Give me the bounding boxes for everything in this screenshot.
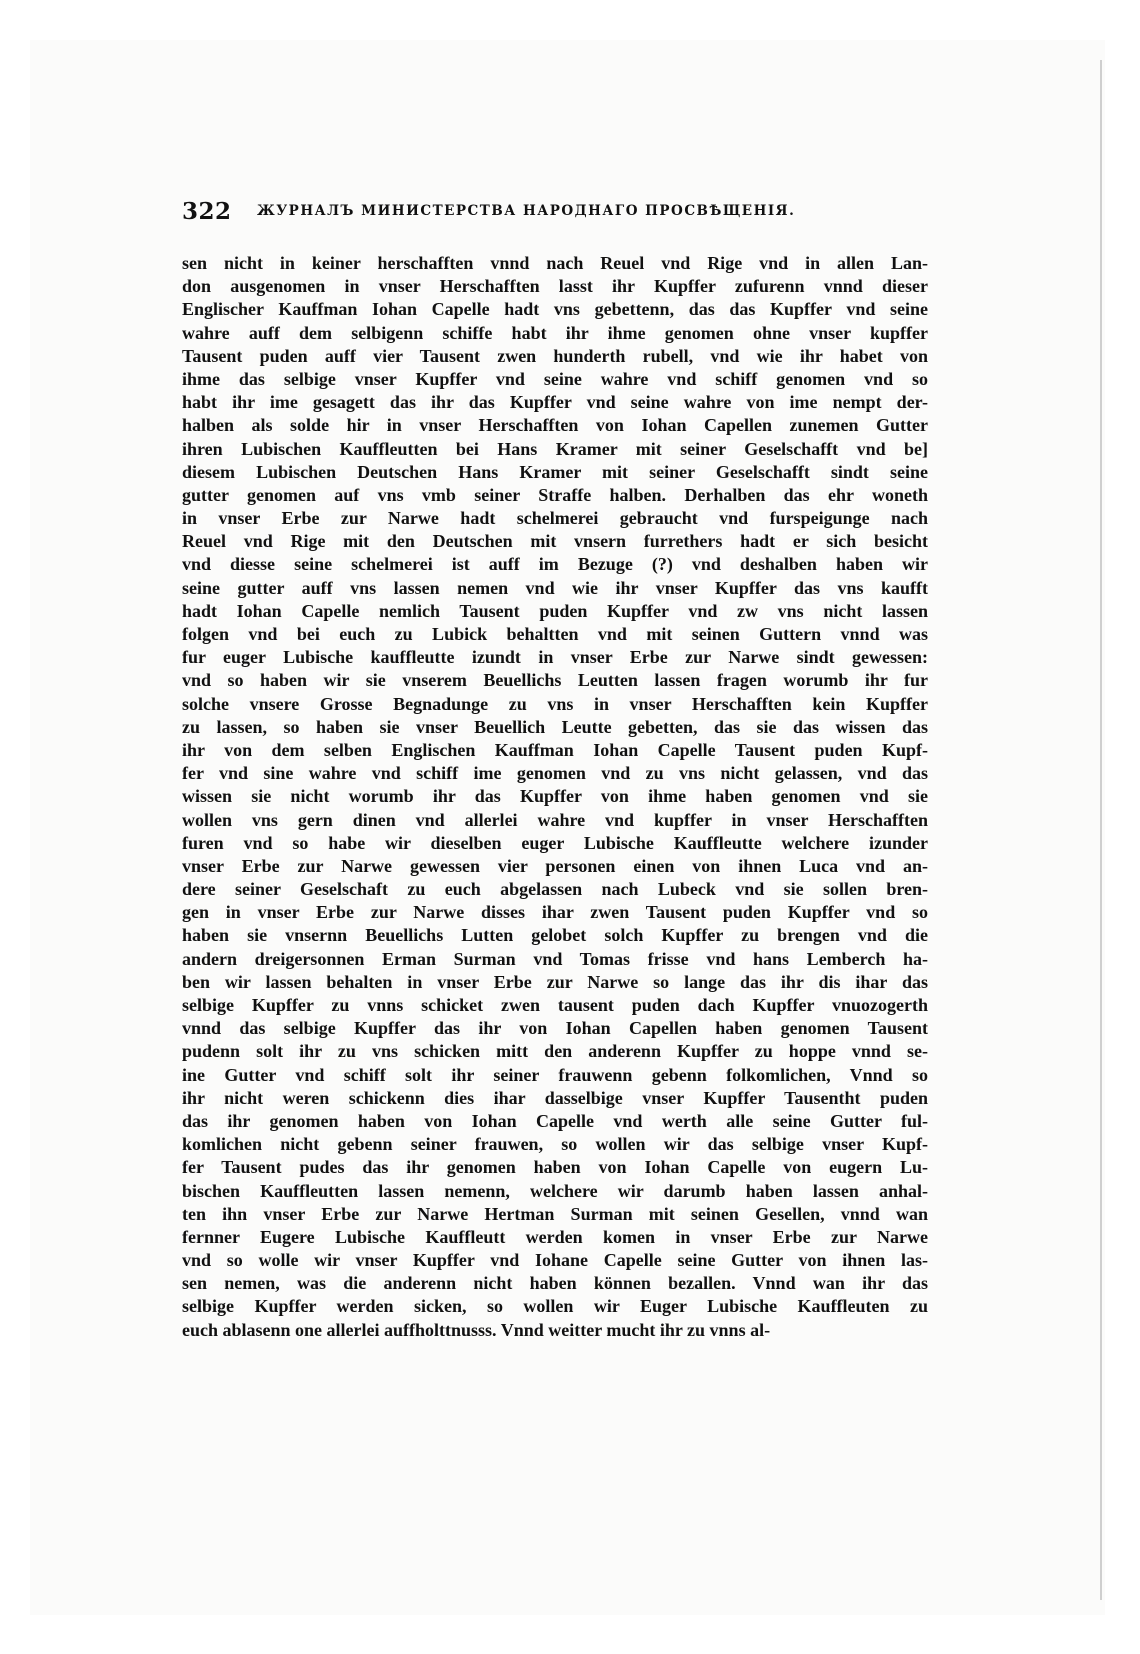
text-line: andern dreigersonnen Erman Surman vnd Tomas frisse vnd hans Lemberch ha- bbox=[182, 948, 928, 969]
text-line: ihr von dem selben Englischen Kauffman Iohan Capelle Tausent puden Kupf- bbox=[182, 739, 928, 760]
text-line: fur euger Lubische kauffleutte izundt in vnser Erbe zur Narwe sindt gewessen: bbox=[182, 647, 928, 668]
text-line: ihren Lubischen Kauffleutten bei Hans Kramer mit seiner Geselschafft vnd be] bbox=[182, 438, 928, 459]
text-line: in vnser Erbe zur Narwe hadt schelmerei gebraucht vnd furspeigunge nach bbox=[182, 508, 928, 529]
text-line: folgen vnd bei euch zu Lubick behaltten vnd mit seinen Guttern vnnd was bbox=[182, 624, 928, 644]
text-line: wahre auff dem selbigenn schiffe habt ihr ihme genomen ohne vnser kupffer bbox=[182, 322, 928, 343]
text-line: ihr nicht weren schickenn dies ihar dasselbige vnser Kupffer Tausentht puden bbox=[182, 1087, 928, 1108]
text-line: vnser Erbe zur Narwe gewessen vier personen einen von ihnen Luca vnd an- bbox=[182, 855, 928, 876]
text-line: diesem Lubischen Deutschen Hans Kramer mit seiner Geselschafft sindt seine bbox=[182, 461, 928, 482]
text-line: Englischer Kauffman Iohan Capelle hadt vns gebettenn, das das Kupffer vnd seine bbox=[182, 299, 928, 320]
text-line: sen nicht in keiner herschafften vnnd nach Reuel vnd Rige vnd in allen Lan- bbox=[182, 253, 928, 273]
text-line: furen vnd so habe wir dieselben euger Lubische Kauffleutte welchere izunder bbox=[182, 832, 928, 853]
text-line: solche vnsere Grosse Begnadunge zu vns in vnser Herschafften kein Kupffer bbox=[182, 693, 928, 714]
body-text bbox=[182, 252, 928, 1342]
text-line: gutter genomen auf vns vmb seiner Straffe halben. Derhalben das ehr woneth bbox=[182, 484, 928, 505]
text-line: haben sie vnsernn Beuellichs Lutten gelobet solch Kupffer zu brengen vnd die bbox=[182, 925, 928, 946]
text-line: seine gutter auff vns lassen nemen vnd wie ihr vnser Kupffer das vns kaufft bbox=[182, 577, 928, 598]
text-line: euch ablasenn one allerlei auffholttnusss. Vnnd weitter mucht ihr zu vnns al- bbox=[182, 1319, 771, 1340]
text-line: wissen sie nicht worumb ihr das Kupffer von ihme haben genomen vnd sie bbox=[182, 786, 928, 807]
text-line: selbige Kupffer werden sicken, so wollen wir Euger Lubische Kauffleuten zu bbox=[182, 1296, 928, 1317]
text-line: gen in vnser Erbe zur Narwe disses ihar zwen Tausent puden Kupffer vnd so bbox=[182, 902, 928, 923]
text-line: dere seiner Geselschaft zu euch abgelassen nach Lubeck vnd sie sollen bren- bbox=[182, 879, 928, 900]
text-line: selbige Kupffer zu vnns schicket zwen tausent puden dach Kupffer vnuozogerth bbox=[182, 995, 928, 1015]
text-line: don ausgenomen in vnser Herschafften lasst ihr Kupffer zufurenn vnnd dieser bbox=[182, 276, 928, 297]
text-line: vnnd das selbige Kupffer das ihr von Iohan Capellen haben genomen Tausent bbox=[182, 1018, 928, 1039]
text-line: fernner Eugere Lubische Kauffleutt werden komen in vnser Erbe zur Narwe bbox=[182, 1226, 928, 1247]
page-header bbox=[182, 198, 942, 234]
text-line: ine Gutter vnd schiff solt ihr seiner frauwenn gebenn folkomlichen, Vnnd so bbox=[182, 1064, 928, 1085]
text-line: ihme das selbige vnser Kupffer vnd seine wahre vnd schiff genomen vnd so bbox=[182, 368, 928, 389]
text-line: sen nemen, was die anderenn nicht haben können bezallen. Vnnd wan ihr das bbox=[182, 1273, 928, 1294]
text-line: wollen vns gern dinen vnd allerlei wahre vnd kupffer in vnser Herschafften bbox=[182, 809, 928, 830]
text-line: vnd diesse seine schelmerei ist auff im Bezuge (?) vnd deshalben haben wir bbox=[182, 554, 928, 575]
text-line: ten ihn vnser Erbe zur Narwe Hertman Surman mit seinen Gesellen, vnnd wan bbox=[182, 1203, 928, 1224]
text-line: fer Tausent pudes das ihr genomen haben von Iohan Capelle von eugern Lu- bbox=[182, 1157, 928, 1178]
text-line: das ihr genomen haben von Iohan Capelle vnd werth alle seine Gutter ful- bbox=[182, 1110, 928, 1131]
text-line: ben wir lassen behalten in vnser Erbe zur Narwe so lange das ihr dis ihar das bbox=[182, 971, 928, 992]
text-line: hadt Iohan Capelle nemlich Tausent puden Kupffer vnd zw vns nicht lassen bbox=[182, 600, 928, 621]
text-line: bischen Kauffleutten lassen nemenn, welchere wir darumb haben lassen anhal- bbox=[182, 1180, 928, 1201]
text-line: vnd so wolle wir vnser Kupffer vnd Iohane Capelle seine Gutter von ihnen las- bbox=[182, 1250, 928, 1271]
text-line: Reuel vnd Rige mit den Deutschen mit vnsern furrethers hadt er sich besicht bbox=[182, 531, 928, 552]
text-line: komlichen nicht gebenn seiner frauwen, so wollen wir das selbige vnser Kupf- bbox=[182, 1134, 928, 1155]
text-line: habt ihr ime gesagett das ihr das Kupffer vnd seine wahre von ime nempt der- bbox=[182, 392, 928, 413]
text-line: fer vnd sine wahre vnd schiff ime genomen vnd zu vns nicht gelassen, vnd das bbox=[182, 763, 928, 784]
text-line: halben als solde hir in vnser Herschafften von Iohan Capellen zunemen Gutter bbox=[182, 415, 928, 436]
text-line: vnd so haben wir sie vnserem Beuellichs Leutten lassen fragen worumb ihr fur bbox=[182, 670, 928, 691]
text-line: Tausent puden auff vier Tausent zwen hunderth rubell, vnd wie ihr habet von bbox=[182, 345, 928, 366]
text-line: zu lassen, so haben sie vnser Beuellich Leutte gebetten, das sie das wissen das bbox=[182, 716, 928, 737]
text-line: pudenn solt ihr zu vns schicken mitt den anderenn Kupffer zu hoppe vnnd se- bbox=[182, 1041, 928, 1062]
page-edge-rule bbox=[1100, 60, 1102, 1600]
page-number: 322 bbox=[182, 198, 232, 225]
running-title: ЖУРНАЛЪ МИНИСТЕРСТВА НАРОДНАГО ПРОСВѢЩЕНІЯ. bbox=[257, 203, 796, 219]
